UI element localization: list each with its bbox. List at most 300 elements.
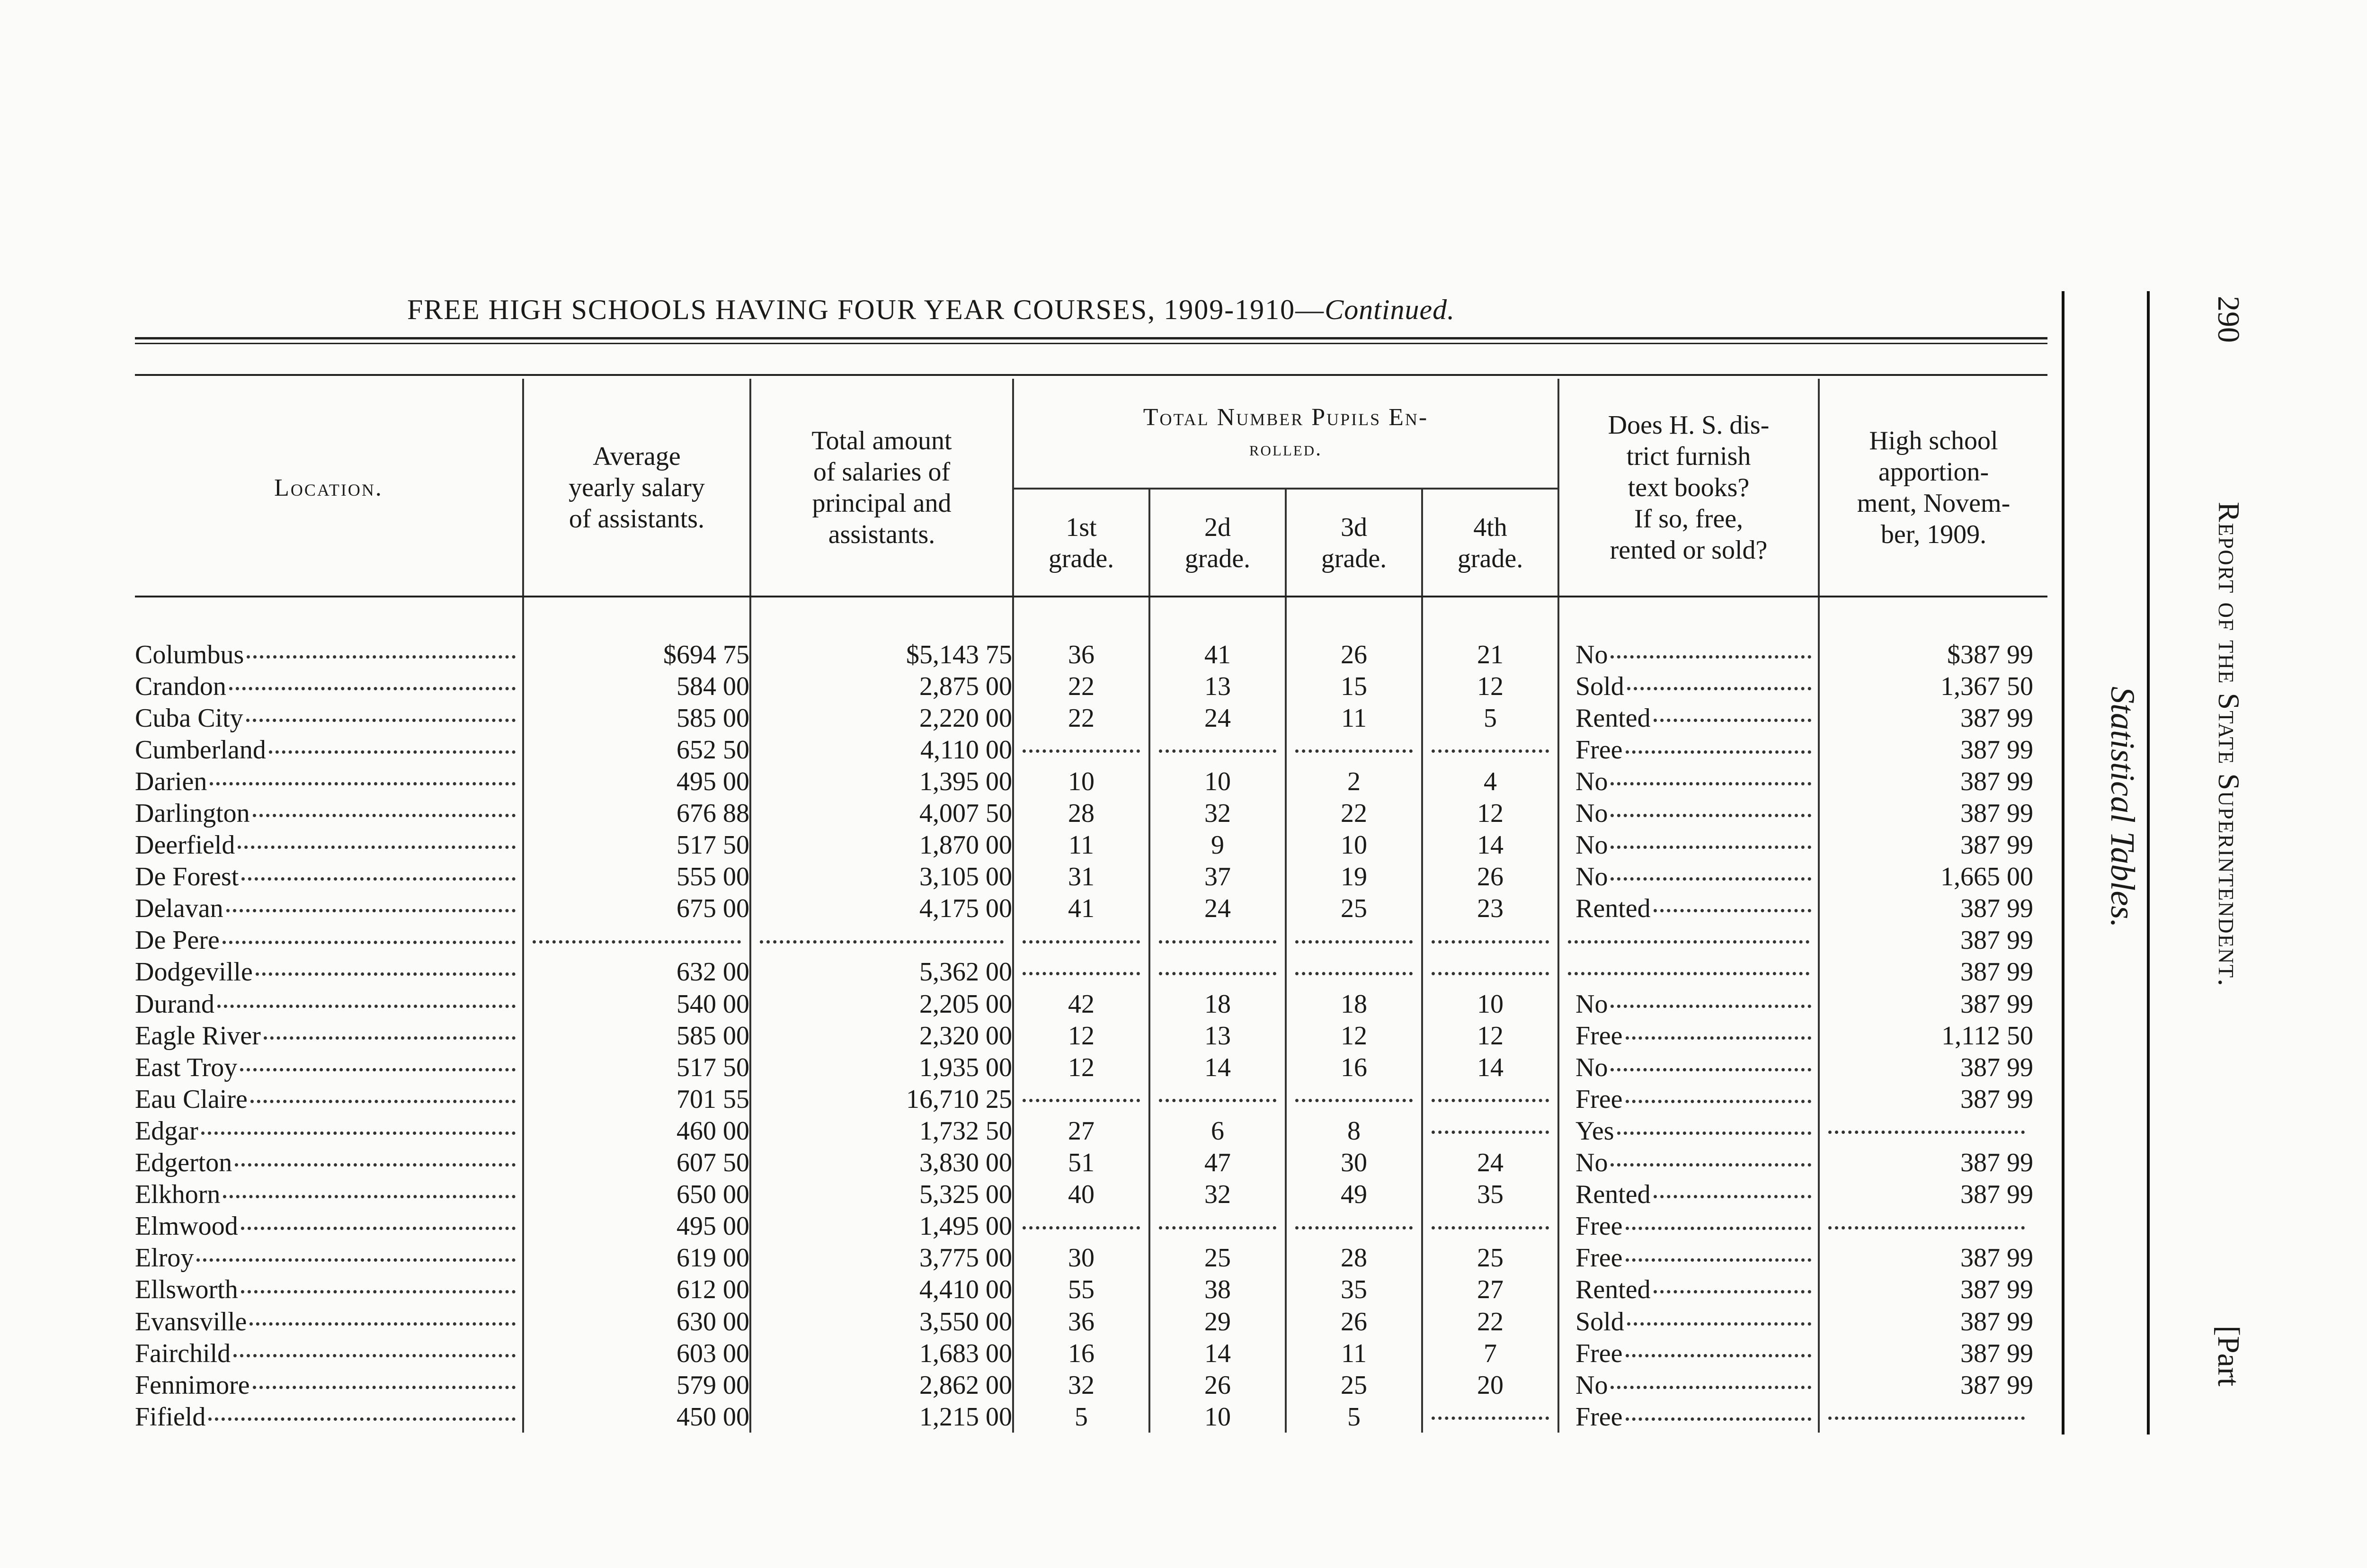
apportionment-value: 387 99: [1819, 1051, 2047, 1083]
total-salaries: 2,862 00: [750, 1369, 1013, 1401]
grade-count-g2: 29: [1149, 1306, 1286, 1337]
leader-dots: [264, 1033, 516, 1040]
table-row: [135, 956, 2047, 988]
grade-count-g1: 31: [1013, 861, 1149, 893]
body-spacer: [135, 596, 2047, 639]
table-row: [135, 702, 2047, 734]
apportionment-value: 387 99: [1819, 1083, 2047, 1115]
text-books-cell: [1558, 702, 1819, 734]
text-books-value: No: [1575, 1052, 1608, 1082]
grade-count-g2: 38: [1149, 1274, 1286, 1306]
text-books-cell: [1558, 988, 1819, 1020]
leader-dots: [217, 1002, 516, 1008]
empty-dotted-cell: [1422, 1115, 1558, 1147]
location-name: Darien: [135, 766, 207, 796]
location-name: Elkhorn: [135, 1180, 221, 1210]
empty-dotted-cell: [1013, 956, 1149, 988]
leader-dots: [1432, 937, 1549, 944]
text-books-value: Free: [1575, 1338, 1623, 1368]
grade-count-g1: 10: [1013, 766, 1149, 797]
empty-dotted-cell: [1149, 1083, 1286, 1115]
grade-count-g1: 12: [1013, 1051, 1149, 1083]
leader-dots: [1611, 652, 1811, 659]
text-books-value: Sold: [1575, 1307, 1624, 1336]
table-row: [135, 1051, 2047, 1083]
table-row: [135, 1274, 2047, 1306]
table-row: [135, 734, 2047, 766]
empty-dotted-cell: [1286, 734, 1422, 766]
average-salary: 495 00: [523, 766, 750, 797]
total-salaries: $5,143 75: [750, 639, 1013, 670]
grade-count-g3: 2: [1286, 766, 1422, 797]
apportionment-value: 387 99: [1819, 988, 2047, 1020]
grade-count-g1: 41: [1013, 893, 1149, 925]
location-cell: [135, 1147, 523, 1179]
empty-dotted-cell: [1013, 734, 1149, 766]
total-salaries: 3,830 00: [750, 1147, 1013, 1179]
total-salaries: 5,325 00: [750, 1179, 1013, 1211]
grade-count-g4: 35: [1422, 1179, 1558, 1211]
grade-count-g2: 26: [1149, 1369, 1286, 1401]
text-books-cell: [1558, 797, 1819, 829]
leader-dots: [241, 1224, 516, 1230]
leader-dots: [1627, 1319, 1811, 1326]
text-books-cell: [1558, 1274, 1819, 1306]
header-bottom-rule: [135, 596, 2047, 597]
location-cell: [135, 829, 523, 861]
empty-dotted-cell: [1819, 1401, 2047, 1433]
leader-dots: [1626, 1415, 1811, 1421]
table-row: [135, 766, 2047, 797]
grade-count-g3: 30: [1286, 1147, 1422, 1179]
grade-count-g2: 13: [1149, 670, 1286, 702]
leader-dots: [226, 906, 516, 912]
grade-count-g3: 26: [1286, 639, 1422, 670]
average-salary: 579 00: [523, 1369, 750, 1401]
header-pupils-enrolled: Total Number Pupils En- rolled.: [1013, 379, 1558, 489]
average-salary: 450 00: [523, 1401, 750, 1433]
empty-dotted-cell: [1819, 1115, 2047, 1147]
average-salary: 517 50: [523, 829, 750, 861]
location-cell: [135, 1020, 523, 1051]
leader-dots: [1432, 1414, 1549, 1420]
leader-dots: [1611, 1065, 1811, 1071]
text-books-value: No: [1575, 830, 1608, 860]
average-salary: 675 00: [523, 893, 750, 925]
grade-count-g2: 18: [1149, 988, 1286, 1020]
leader-dots: [1568, 969, 1809, 975]
grade-count-g1: 28: [1013, 797, 1149, 829]
table-row: [135, 1083, 2047, 1115]
grade-count-g2: 9: [1149, 829, 1286, 861]
grade-count-g4: 12: [1422, 797, 1558, 829]
text-books-cell: [1558, 1211, 1819, 1242]
leader-dots: [247, 652, 516, 659]
text-books-cell: [1558, 1306, 1819, 1337]
grade-count-g4: 26: [1422, 861, 1558, 893]
empty-dotted-cell: [1422, 925, 1558, 956]
average-salary: 652 50: [523, 734, 750, 766]
empty-dotted-cell: [1819, 1211, 2047, 1242]
average-salary: 585 00: [523, 702, 750, 734]
empty-dotted-cell: [1149, 734, 1286, 766]
location-name: De Pere: [135, 926, 220, 955]
grade-count-g3: 12: [1286, 1020, 1422, 1051]
grade-count-g3: 35: [1286, 1274, 1422, 1306]
leader-dots: [1828, 1414, 2025, 1420]
empty-dotted-cell: [1422, 956, 1558, 988]
statistics-table: [135, 379, 2047, 1433]
total-salaries: 4,007 50: [750, 797, 1013, 829]
location-cell: [135, 925, 523, 956]
average-salary: 540 00: [523, 988, 750, 1020]
text-books-cell: [1558, 925, 1819, 956]
text-books-value: Yes: [1575, 1116, 1614, 1146]
location-name: Eau Claire: [135, 1084, 248, 1114]
location-name: Delavan: [135, 894, 223, 924]
location-cell: [135, 956, 523, 988]
apportionment-value: 387 99: [1819, 1306, 2047, 1337]
leader-dots: [238, 843, 516, 849]
text-books-value: Rented: [1575, 1275, 1651, 1305]
grade-count-g1: 55: [1013, 1274, 1149, 1306]
grade-count-g1: 22: [1013, 670, 1149, 702]
grade-count-g1: 11: [1013, 829, 1149, 861]
text-books-value: No: [1575, 640, 1608, 669]
grade-count-g3: 49: [1286, 1179, 1422, 1211]
header-top-rule: [135, 374, 2047, 376]
empty-dotted-cell: [1149, 1211, 1286, 1242]
apportionment-value: 387 99: [1819, 1337, 2047, 1369]
grade-count-g2: 14: [1149, 1051, 1286, 1083]
leader-dots: [1295, 969, 1413, 975]
leader-dots: [250, 1097, 516, 1103]
grade-count-g2: 32: [1149, 1179, 1286, 1211]
leader-dots: [1023, 969, 1140, 975]
location-cell: [135, 1306, 523, 1337]
leader-dots: [1626, 1224, 1811, 1230]
grade-count-g4: 27: [1422, 1274, 1558, 1306]
leader-dots: [1626, 1033, 1811, 1040]
total-salaries: 1,495 00: [750, 1211, 1013, 1242]
leader-dots: [1626, 748, 1811, 754]
leader-dots: [256, 970, 516, 976]
location-name: Crandon: [135, 671, 226, 701]
grade-count-g3: 11: [1286, 1337, 1422, 1369]
location-name: Eagle River: [135, 1021, 261, 1051]
leader-dots: [233, 1351, 516, 1357]
grade-count-g1: 32: [1013, 1369, 1149, 1401]
grade-count-g1: 16: [1013, 1337, 1149, 1369]
apportionment-value: 387 99: [1819, 925, 2047, 956]
grade-count-g3: 25: [1286, 1369, 1422, 1401]
header-total-salaries: Total amount of salaries of principal and assistants.: [750, 379, 1013, 596]
table-title: [407, 294, 1455, 326]
header-grade-2: 2d grade.: [1149, 489, 1286, 596]
total-salaries: 4,175 00: [750, 893, 1013, 925]
grade-count-g4: 5: [1422, 702, 1558, 734]
leader-dots: [1023, 1223, 1140, 1229]
location-name: De Forest: [135, 862, 239, 892]
leader-dots: [241, 1287, 516, 1293]
apportionment-value: 1,367 50: [1819, 670, 2047, 702]
average-salary: 555 00: [523, 861, 750, 893]
grade-count-g3: 22: [1286, 797, 1422, 829]
grade-count-g3: 18: [1286, 988, 1422, 1020]
total-salaries: 1,395 00: [750, 766, 1013, 797]
average-salary: 495 00: [523, 1211, 750, 1242]
table-row: [135, 1369, 2047, 1401]
grade-count-g2: 6: [1149, 1115, 1286, 1147]
average-salary: 676 88: [523, 797, 750, 829]
leader-dots: [1568, 937, 1809, 944]
leader-dots: [1159, 1096, 1276, 1102]
grade-count-g4: 4: [1422, 766, 1558, 797]
location-cell: [135, 670, 523, 702]
text-books-value: Free: [1575, 735, 1623, 765]
leader-dots: [1626, 1256, 1811, 1262]
location-name: Edgar: [135, 1116, 198, 1146]
grade-count-g3: 26: [1286, 1306, 1422, 1337]
grade-count-g1: 36: [1013, 639, 1149, 670]
total-salaries: 1,870 00: [750, 829, 1013, 861]
apportionment-value: 387 99: [1819, 893, 2047, 925]
total-salaries: 3,105 00: [750, 861, 1013, 893]
location-cell: [135, 766, 523, 797]
location-cell: [135, 1179, 523, 1211]
grade-count-g1: 5: [1013, 1401, 1149, 1433]
grade-count-g4: 14: [1422, 829, 1558, 861]
grade-count-g1: 40: [1013, 1179, 1149, 1211]
apportionment-value: 387 99: [1819, 829, 2047, 861]
header-apportionment: High school apportion- ment, Novem- ber, 1909.: [1819, 379, 2047, 596]
title-rule-2: [135, 343, 2047, 344]
leader-dots: [1828, 1128, 2025, 1134]
empty-dotted-cell: [1286, 1083, 1422, 1115]
text-books-value: Rented: [1575, 703, 1651, 733]
leader-dots: [1654, 716, 1811, 722]
leader-dots: [1432, 747, 1549, 753]
grade-count-g1: 42: [1013, 988, 1149, 1020]
leader-dots: [229, 684, 516, 690]
location-name: Evansville: [135, 1307, 247, 1336]
leader-dots: [1654, 906, 1811, 912]
average-salary: 517 50: [523, 1051, 750, 1083]
total-salaries: 1,683 00: [750, 1337, 1013, 1369]
grade-count-g4: 25: [1422, 1242, 1558, 1274]
empty-dotted-cell: [1422, 734, 1558, 766]
total-salaries: 3,775 00: [750, 1242, 1013, 1274]
table-row: [135, 797, 2047, 829]
leader-dots: [1654, 1287, 1811, 1293]
text-books-cell: [1558, 1051, 1819, 1083]
text-books-cell: [1558, 893, 1819, 925]
grade-count-g4: 23: [1422, 893, 1558, 925]
text-books-cell: [1558, 1020, 1819, 1051]
part-label: [Part: [2211, 1326, 2246, 1387]
leader-dots: [1023, 1096, 1140, 1102]
apportionment-value: $387 99: [1819, 639, 2047, 670]
location-name: Ellsworth: [135, 1275, 238, 1305]
grade-count-g4: 7: [1422, 1337, 1558, 1369]
text-books-value: Free: [1575, 1084, 1623, 1114]
section-title: Statistical Tables.: [2104, 686, 2142, 928]
location-name: Fairchild: [135, 1338, 231, 1368]
total-salaries: 2,220 00: [750, 702, 1013, 734]
text-books-value: Free: [1575, 1212, 1623, 1241]
page-number: 290: [2211, 296, 2246, 343]
table-row: [135, 1401, 2047, 1433]
location-cell: [135, 1337, 523, 1369]
empty-dotted-cell: [1286, 956, 1422, 988]
text-books-value: Free: [1575, 1402, 1623, 1432]
location-cell: [135, 1401, 523, 1433]
grade-count-g3: 5: [1286, 1401, 1422, 1433]
location-name: Fifield: [135, 1402, 206, 1432]
total-salaries: 2,205 00: [750, 988, 1013, 1020]
grade-count-g3: 25: [1286, 893, 1422, 925]
location-cell: [135, 1211, 523, 1242]
location-cell: [135, 734, 523, 766]
apportionment-value: 387 99: [1819, 1274, 2047, 1306]
text-books-cell: [1558, 670, 1819, 702]
leader-dots: [1295, 937, 1413, 944]
average-salary: 460 00: [523, 1115, 750, 1147]
location-name: Elmwood: [135, 1212, 238, 1241]
grade-count-g2: 10: [1149, 766, 1286, 797]
leader-dots: [1432, 1128, 1549, 1134]
leader-dots: [1626, 1097, 1811, 1103]
grade-count-g4: 14: [1422, 1051, 1558, 1083]
total-salaries: 2,320 00: [750, 1020, 1013, 1051]
grade-count-g4: 22: [1422, 1306, 1558, 1337]
table-row: [135, 829, 2047, 861]
location-cell: [135, 1115, 523, 1147]
text-books-cell: [1558, 639, 1819, 670]
location-cell: [135, 893, 523, 925]
leader-dots: [1295, 747, 1413, 753]
empty-dotted-cell: [1422, 1211, 1558, 1242]
text-books-value: No: [1575, 1370, 1608, 1400]
side-rule-inner: [2062, 291, 2064, 1434]
location-cell: [135, 639, 523, 670]
header-average-salary: Average yearly salary of assistants.: [523, 379, 750, 596]
empty-dotted-cell: [523, 925, 750, 956]
text-books-cell: [1558, 1083, 1819, 1115]
total-salaries: 4,410 00: [750, 1274, 1013, 1306]
table-title-continued: Continued.: [1325, 294, 1455, 325]
average-salary: 650 00: [523, 1179, 750, 1211]
table-body: [135, 596, 2047, 1433]
average-salary: 632 00: [523, 956, 750, 988]
apportionment-value: 387 99: [1819, 1179, 2047, 1211]
average-salary: 607 50: [523, 1147, 750, 1179]
grade-count-g2: 13: [1149, 1020, 1286, 1051]
leader-dots: [1611, 1160, 1811, 1167]
table-row: [135, 1242, 2047, 1274]
leader-dots: [1432, 1223, 1549, 1229]
grade-count-g2: 24: [1149, 702, 1286, 734]
grade-count-g3: 10: [1286, 829, 1422, 861]
location-name: Columbus: [135, 640, 244, 669]
leader-dots: [1828, 1223, 2025, 1229]
text-books-value: Sold: [1575, 671, 1624, 701]
average-salary: 585 00: [523, 1020, 750, 1051]
leader-dots: [1611, 1383, 1811, 1389]
total-salaries: 4,110 00: [750, 734, 1013, 766]
leader-dots: [1295, 1223, 1413, 1229]
total-salaries: 2,875 00: [750, 670, 1013, 702]
grade-count-g1: 12: [1013, 1020, 1149, 1051]
average-salary: 701 55: [523, 1083, 750, 1115]
table-row: [135, 639, 2047, 670]
text-books-cell: [1558, 1369, 1819, 1401]
table-row: [135, 893, 2047, 925]
text-books-value: No: [1575, 766, 1608, 796]
location-name: East Troy: [135, 1052, 238, 1082]
leader-dots: [760, 937, 1004, 944]
text-books-cell: [1558, 956, 1819, 988]
leader-dots: [1626, 1351, 1811, 1357]
header-grade-1: 1st grade.: [1013, 489, 1149, 596]
grade-count-g4: 12: [1422, 1020, 1558, 1051]
leader-dots: [1611, 811, 1811, 817]
table-row: [135, 670, 2047, 702]
location-cell: [135, 1242, 523, 1274]
leader-dots: [1159, 1223, 1276, 1229]
text-books-cell: [1558, 1242, 1819, 1274]
table-row: [135, 1306, 2047, 1337]
text-books-value: No: [1575, 1148, 1608, 1178]
table-title-main: FREE HIGH SCHOOLS HAVING FOUR YEAR COURSES, 1909-1910—: [407, 294, 1325, 325]
grade-count-g2: 14: [1149, 1337, 1286, 1369]
table-row: [135, 1115, 2047, 1147]
grade-count-g3: 19: [1286, 861, 1422, 893]
empty-dotted-cell: [1286, 925, 1422, 956]
table-row: [135, 1020, 2047, 1051]
grade-count-g2: 41: [1149, 639, 1286, 670]
apportionment-value: 387 99: [1819, 734, 2047, 766]
average-salary: 584 00: [523, 670, 750, 702]
leader-dots: [1611, 874, 1811, 881]
location-cell: [135, 1274, 523, 1306]
grade-count-g4: 20: [1422, 1369, 1558, 1401]
grade-count-g2: 10: [1149, 1401, 1286, 1433]
total-salaries: 5,362 00: [750, 956, 1013, 988]
leader-dots: [208, 1415, 516, 1421]
grade-count-g1: 30: [1013, 1242, 1149, 1274]
location-cell: [135, 988, 523, 1020]
total-salaries: 1,935 00: [750, 1051, 1013, 1083]
grade-count-g4: 21: [1422, 639, 1558, 670]
leader-dots: [201, 1129, 516, 1135]
table-row: [135, 861, 2047, 893]
leader-dots: [235, 1160, 516, 1167]
text-books-cell: [1558, 766, 1819, 797]
location-name: Edgerton: [135, 1148, 232, 1178]
location-cell: [135, 797, 523, 829]
empty-dotted-cell: [1013, 1083, 1149, 1115]
apportionment-value: 387 99: [1819, 797, 2047, 829]
apportionment-value: 387 99: [1819, 766, 2047, 797]
location-cell: [135, 861, 523, 893]
leader-dots: [1023, 937, 1140, 944]
average-salary: 612 00: [523, 1274, 750, 1306]
text-books-value: Rented: [1575, 894, 1651, 924]
text-books-value: No: [1575, 989, 1608, 1019]
leader-dots: [240, 1065, 516, 1071]
text-books-cell: [1558, 1401, 1819, 1433]
